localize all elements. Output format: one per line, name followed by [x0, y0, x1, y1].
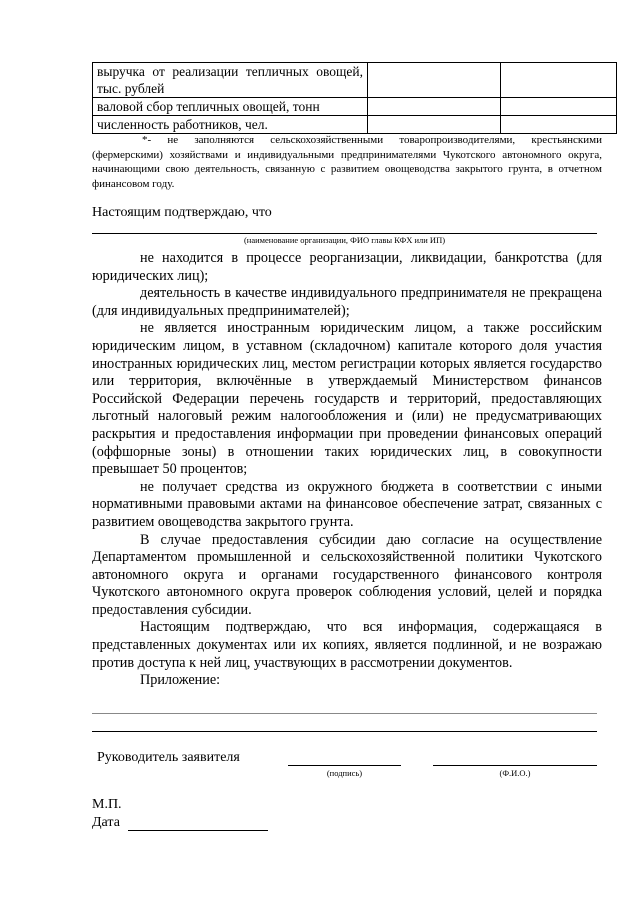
declaration-paragraph: не является иностранным юридическим лицом, а также российским юридическим лицом, в уставном (складочном) капитале которого доля участия иностранных юридических лиц, местом регистрации которых является государство или территория, включённые в утверждаемый Министерством финансов Российской Федерации перечень государств и территорий, предоставляющих льготный налоговый режим налогообложения и (или) не предусматривающих раскрытия и предоставления информации при проведении финансовых операций (оффшорные зоны) в отношении таких юридических лиц, в совокупности превышает 50 процентов; — [92, 320, 602, 478]
declaration-paragraph: В случае предоставления субсидии даю согласие на осуществление Департаментом промышленной и сельскохозяйственной политики Чукотского автономного округа и органами государственного финансового контроля Чукотского автономного округа проверок соблюдения условий, целей и порядка предоставления субсидии. — [92, 531, 602, 618]
declaration-paragraph: деятельность в качестве индивидуального предпринимателя не прекращена (для индивидуальных предпринимателей); — [92, 285, 602, 319]
table-cell — [501, 63, 617, 98]
table-row — [93, 98, 617, 116]
table-row — [93, 116, 617, 134]
table-cell: выручка от реализации тепличных овощей, тыс. рублей — [93, 63, 368, 98]
declaration-paragraph: не получает средства из окружного бюджета в соответствии с иными нормативными правовыми актами на финансовое обеспечение затрат, связанных с развитием овощеводства закрытого грунта. — [92, 478, 602, 530]
table-cell — [368, 63, 501, 98]
full-name-caption: (Ф.И.О.) — [499, 768, 531, 778]
attachment-line[interactable] — [92, 713, 597, 714]
table-cell — [501, 116, 617, 134]
full-name-line[interactable] — [433, 765, 597, 766]
indicators-table — [92, 62, 617, 134]
declaration-paragraph: Настоящим подтверждаю, что вся информация, содержащаяся в представленных документах или их копиях, является подлинной, и не возражаю против доступа к ней лиц, участвующих в рассмотрении документов. — [92, 619, 602, 671]
attachment-line[interactable] — [92, 731, 597, 732]
table-cell — [368, 116, 501, 134]
table-cell: численность работников, чел. — [93, 116, 368, 134]
declaration-body — [92, 250, 602, 690]
date-label: Дата — [92, 815, 120, 830]
organization-caption: (наименование организации, ФИО главы КФХ или ИП) — [243, 235, 446, 245]
declaration-paragraph: не находится в процессе реорганизации, ликвидации, банкротства (для юридических лиц); — [92, 250, 602, 284]
table-footnote: *- не заполняются сельскохозяйственными товаропроизводителями, крестьянскими (фермерскими) хозяйствами и индивидуальными предпринимателями Чукотского автономного округа, начинающими свою деятельность, связанную с развитием овощеводства закрытого грунта, в отчетном финансовом году. — [92, 134, 602, 190]
organization-name-line[interactable] — [92, 233, 597, 234]
attachment-label: Приложение: — [140, 672, 221, 689]
table-cell: валовой сбор тепличных овощей, тонн — [93, 98, 368, 116]
table-cell — [501, 98, 617, 116]
table-row — [93, 63, 617, 98]
confirm-label: Настоящим подтверждаю, что — [92, 205, 272, 220]
signature-line[interactable] — [288, 765, 401, 766]
stamp-label: М.П. — [92, 797, 122, 812]
table-cell — [368, 98, 501, 116]
signature-caption: (подпись) — [326, 768, 363, 778]
signatory-label: Руководитель заявителя — [97, 750, 240, 765]
date-line[interactable] — [128, 830, 268, 831]
